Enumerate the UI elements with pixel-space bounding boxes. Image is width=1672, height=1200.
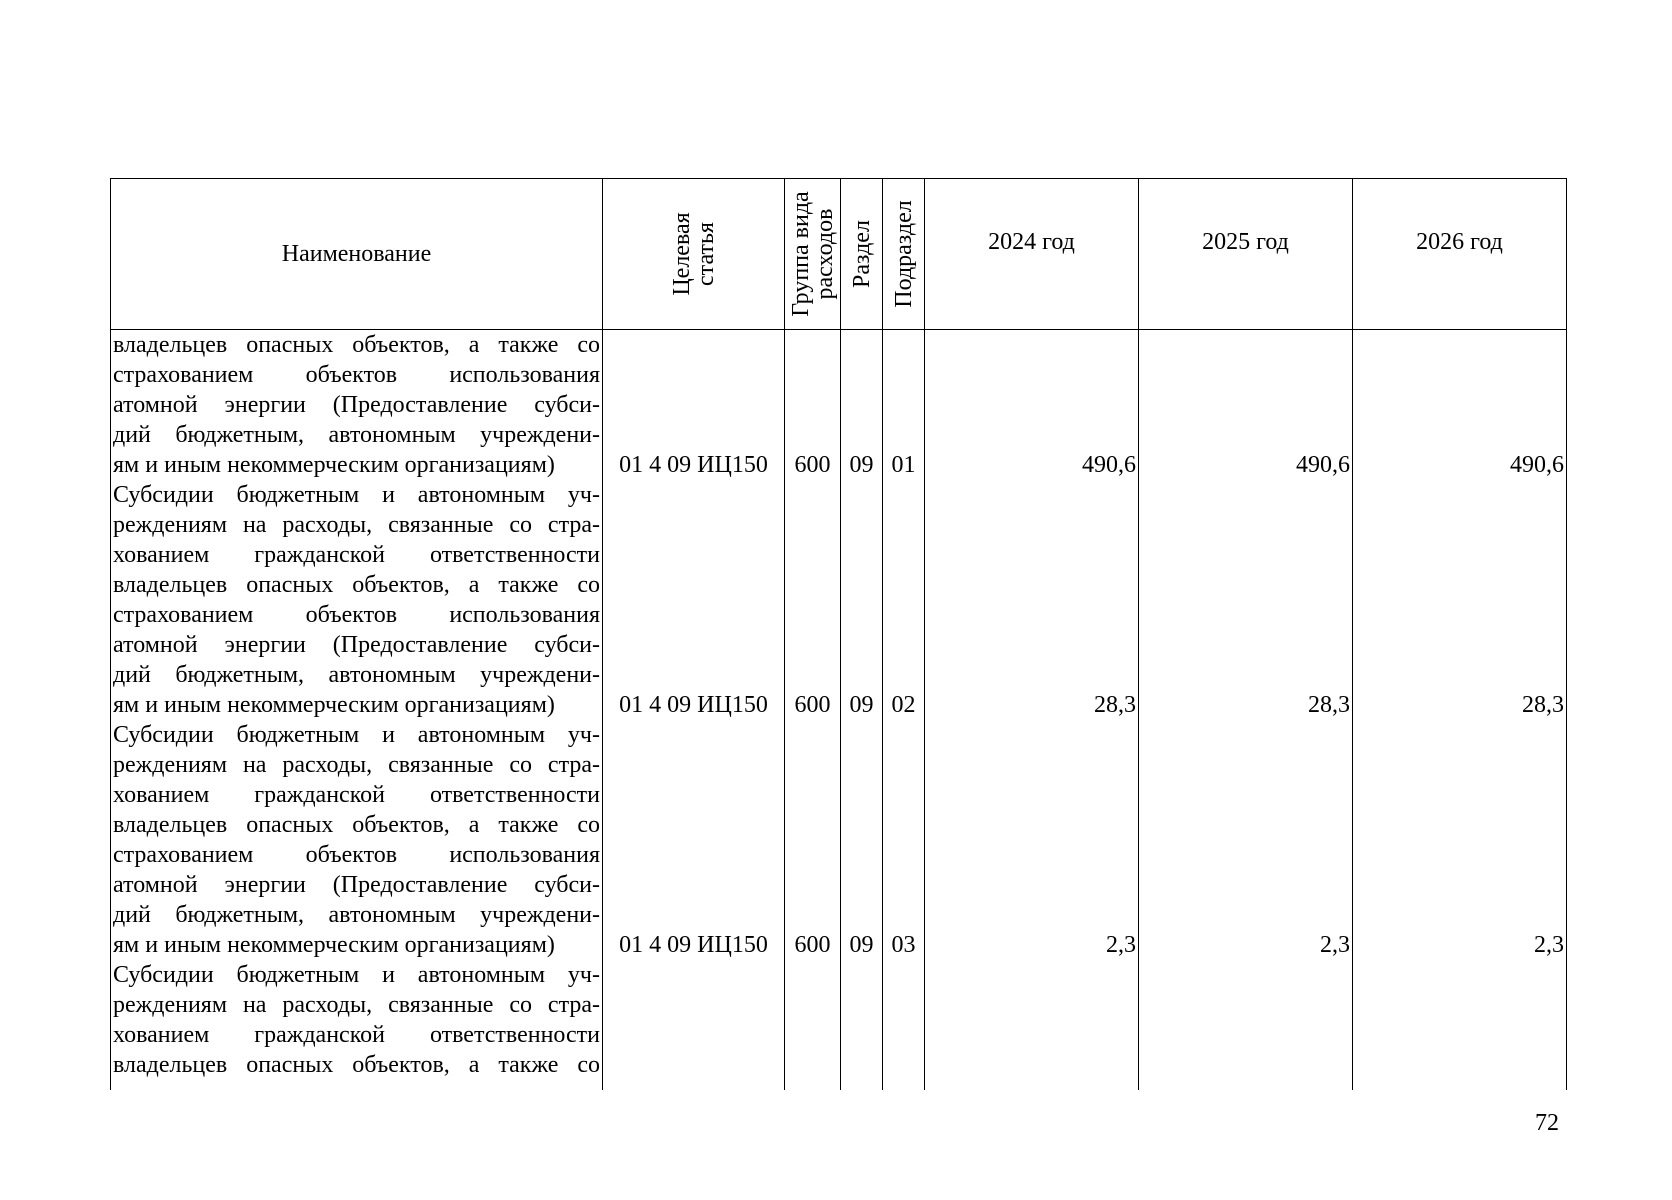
name-line: Субсидии бюджетным и автономным уч-	[113, 962, 600, 988]
header-2024: 2024 год	[925, 179, 1139, 330]
row-1-y2025: 490,6	[1296, 452, 1350, 478]
row-2-y2025: 28,3	[1308, 692, 1350, 718]
name-line: владельцев опасных объектов, а также со	[113, 332, 600, 358]
row-3-group: 600	[794, 932, 831, 958]
header-group-text: Группа вида расходов	[787, 191, 838, 317]
header-2025: 2025 год	[1139, 179, 1353, 330]
y2024-column	[925, 330, 1139, 1090]
name-line: дий бюджетным, автономным учреждени-	[113, 902, 600, 928]
header-name: Наименование	[111, 179, 603, 330]
budget-table	[110, 178, 1567, 1090]
header-group	[785, 179, 841, 330]
row-1-section: 09	[849, 452, 874, 478]
row-1-subsection: 01	[891, 452, 916, 478]
name-line: страхованием объектов использования	[113, 362, 600, 388]
header-section-text: Раздел	[848, 220, 875, 288]
name-line: реждениям на расходы, связанные со стра-	[113, 752, 600, 778]
row-1-group: 600	[794, 452, 831, 478]
name-line: ям и иным некоммерческим организациям)	[113, 932, 555, 958]
header-target	[603, 179, 785, 330]
header-2026: 2026 год	[1353, 179, 1567, 330]
target-column	[603, 330, 785, 1090]
name-line: атомной энергии (Предоставление субси-	[113, 872, 600, 898]
name-line: страхованием объектов использования	[113, 842, 600, 868]
name-line: ям и иным некоммерческим организациям)	[113, 692, 555, 718]
row-2-group: 600	[794, 692, 831, 718]
name-line: Субсидии бюджетным и автономным уч-	[113, 722, 600, 748]
row-2-section: 09	[849, 692, 874, 718]
name-line: владельцев опасных объектов, а также со	[113, 572, 600, 598]
name-line: Субсидии бюджетным и автономным уч-	[113, 482, 600, 508]
page-number: 72	[1535, 1110, 1559, 1136]
row-2-y2026: 28,3	[1522, 692, 1564, 718]
row-2-y2024: 28,3	[1094, 692, 1136, 718]
name-line: дий бюджетным, автономным учреждени-	[113, 422, 600, 448]
section-column	[841, 330, 883, 1090]
name-line: дий бюджетным, автономным учреждени-	[113, 662, 600, 688]
name-column	[111, 330, 603, 1090]
name-line: ям и иным некоммерческим организациям)	[113, 452, 555, 478]
header-subsection	[883, 179, 925, 330]
row-1-target: 01 4 09 ИЦ150	[619, 452, 768, 478]
row-3-subsection: 03	[891, 932, 916, 958]
row-3-y2026: 2,3	[1534, 932, 1564, 958]
y2026-column	[1353, 330, 1567, 1090]
row-1-y2026: 490,6	[1510, 452, 1564, 478]
header-subsection-text: Подраздел	[890, 200, 917, 308]
header-target-text: Целевая статья	[668, 212, 719, 296]
name-line: реждениям на расходы, связанные со стра-	[113, 992, 600, 1018]
name-line: хованием гражданской ответственности	[113, 782, 600, 808]
name-line: владельцев опасных объектов, а также со	[113, 1052, 600, 1078]
row-2-target: 01 4 09 ИЦ150	[619, 692, 768, 718]
table-body-row	[111, 330, 1567, 1090]
name-line: владельцев опасных объектов, а также со	[113, 812, 600, 838]
row-2-subsection: 02	[891, 692, 916, 718]
subsection-column	[883, 330, 925, 1090]
name-line: атомной энергии (Предоставление субси-	[113, 392, 600, 418]
header-section	[841, 179, 883, 330]
table-header-row	[111, 179, 1567, 330]
name-line: хованием гражданской ответственности	[113, 542, 600, 568]
name-line: атомной энергии (Предоставление субси-	[113, 632, 600, 658]
y2025-column	[1139, 330, 1353, 1090]
name-line: реждениям на расходы, связанные со стра-	[113, 512, 600, 538]
name-line: хованием гражданской ответственности	[113, 1022, 600, 1048]
row-1-y2024: 490,6	[1082, 452, 1136, 478]
name-line: страхованием объектов использования	[113, 602, 600, 628]
row-3-section: 09	[849, 932, 874, 958]
row-3-y2024: 2,3	[1106, 932, 1136, 958]
row-3-y2025: 2,3	[1320, 932, 1350, 958]
row-3-target: 01 4 09 ИЦ150	[619, 932, 768, 958]
group-column	[785, 330, 841, 1090]
